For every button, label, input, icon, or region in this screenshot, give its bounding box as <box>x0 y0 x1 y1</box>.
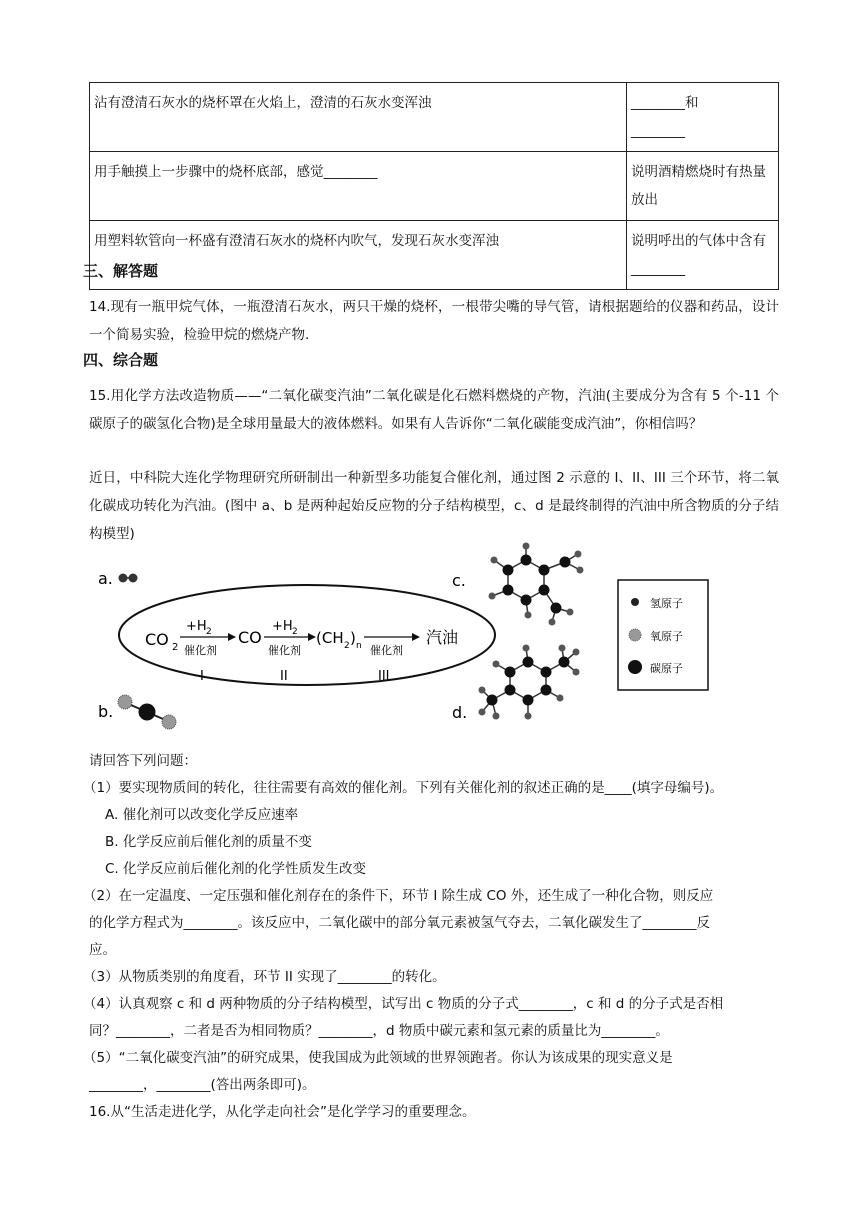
sub-question-5: （5）“二氧化碳变汽油”的研究成果，使我国成为此领域的世界领跑者。你认为该成果的现实意义是 <box>83 1050 673 1066</box>
ch2n-formula: (CH <box>316 629 344 647</box>
question-15-intro: 15.用化学方法改造物质——“二氧化碳变汽油”二氧化碳是化石燃料燃烧的产物，汽油(主要成分为含有 5 个-11 个碳原子的碳氢化合物)是全球用量最大的液体燃料。如果有人告诉你“二氧化碳能变成汽油”，你相信吗？ <box>89 388 779 432</box>
table-row <box>90 221 779 290</box>
question-16: 16.从“生活走进化学，从化学走向社会”是化学学习的重要理念。 <box>89 1104 476 1120</box>
table-cell: 用手触摸上一步骤中的烧杯底部，感觉________ <box>90 152 627 221</box>
table-cell: 沾有澄清石灰水的烧杯罩在火焰上，澄清的石灰水变浑浊 <box>90 83 627 152</box>
svg-text:I: I <box>200 669 204 684</box>
reaction-figure <box>90 540 730 730</box>
sub-question-5-cont: ________，________(答出两条即可)。 <box>89 1077 316 1093</box>
oxygen-legend-icon <box>629 629 641 641</box>
gasoline-label: 汽油 <box>426 628 459 647</box>
question-15-paragraph: 近日，中科院大连化学物理研究所研制出一种新型多功能复合催化剂，通过图 2 示意的 I、II、III 三个环节，将二氧化碳成功转化为汽油。(图中 a、b 是两种起始反应物的分子结构模型，c、d 是最终制得的汽油中所含物质的分子结构模型) <box>89 470 779 542</box>
option-c: C. 化学反应前后催化剂的化学性质发生改变 <box>105 861 367 877</box>
oxygen-atom <box>118 695 132 709</box>
carbon-legend-icon <box>628 660 642 674</box>
section-title: 四、综合题 <box>83 351 159 369</box>
svg-text:): ) <box>350 629 356 647</box>
svg-text:催化剂: 催化剂 <box>268 644 301 657</box>
svg-text:2: 2 <box>172 642 179 653</box>
svg-text:III: III <box>378 669 390 684</box>
hydrogen-legend-icon <box>631 598 639 606</box>
table-row <box>90 152 779 221</box>
sub-question-4-cont: 同？________，二者是否为相同物质？________，d 物质中碳元素和氢元素的质量比为________。 <box>89 1023 669 1039</box>
sub-question-4: （4）认真观察 c 和 d 两种物质的分子结构模型，试写出 c 物质的分子式________，c 和 d 的分子式是否相 <box>83 996 724 1012</box>
svg-text:2: 2 <box>206 627 212 637</box>
svg-text:n: n <box>356 641 362 651</box>
svg-text:+H: +H <box>186 619 207 634</box>
prompt: 请回答下列问题： <box>89 753 197 769</box>
svg-text:2: 2 <box>344 641 350 651</box>
svg-text:+H: +H <box>272 619 293 634</box>
svg-text:2: 2 <box>292 627 298 637</box>
sub-question-2: （2）在一定温度、一定压强和催化剂存在的条件下，环节 I 除生成 CO 外，还生成了一种化合物，则反应 <box>83 888 714 904</box>
co-formula: CO <box>238 628 262 647</box>
co2-formula: CO <box>145 630 169 649</box>
section-title: 三、解答题 <box>83 262 159 280</box>
label-b: b. <box>98 702 114 721</box>
table-cell: 说明酒精燃烧时有热量 放出 <box>627 152 779 221</box>
sub-question-2-cont: 的化学方程式为________。该反应中，二氧化碳中的部分氧元素被氢气夺去，二氧化碳发生了________反 <box>89 915 710 931</box>
question-14: 14.现有一瓶甲烷气体，一瓶澄清石灰水，两只干燥的烧杯，一根带尖嘴的导气管，请根据题给的仪器和药品，设计一个简易实验，检验甲烷的燃烧产物. <box>89 299 779 343</box>
label-c: c. <box>452 571 466 590</box>
svg-text:催化剂: 催化剂 <box>184 644 217 657</box>
svg-text:碳原子: 碳原子 <box>650 662 683 675</box>
svg-text:II: II <box>280 669 288 684</box>
table-cell: 说明呼出的气体中含有 ________ <box>627 221 779 290</box>
table-row <box>90 83 779 152</box>
carbon-atom <box>139 704 156 721</box>
sub-question-1: （1）要实现物质间的转化，往往需要有高效的催化剂。下列有关催化剂的叙述正确的是____(填字母编号)。 <box>83 780 724 796</box>
option-b: B. 化学反应前后催化剂的质量不变 <box>105 834 312 850</box>
table-cell: ________和 ________ <box>627 83 779 152</box>
option-a: A. 催化剂可以改变化学反应速率 <box>105 807 299 823</box>
sub-question-3: （3）从物质类别的角度看，环节 II 实现了________的转化。 <box>83 969 446 985</box>
sub-question-2-cont: 应。 <box>89 942 116 958</box>
hydrogen-atom <box>129 574 138 583</box>
label-a: a. <box>98 569 113 588</box>
table-cell: 用塑料软管向一杯盛有澄清石灰水的烧杯内吹气，发现石灰水变浑浊 <box>90 221 627 290</box>
label-d: d. <box>452 703 468 722</box>
svg-text:催化剂: 催化剂 <box>370 644 403 657</box>
hydrogen-atom <box>119 574 128 583</box>
oxygen-atom <box>162 715 176 729</box>
svg-text:氢原子: 氢原子 <box>650 597 683 610</box>
svg-text:氧原子: 氧原子 <box>650 630 683 643</box>
experiment-table <box>89 82 779 290</box>
